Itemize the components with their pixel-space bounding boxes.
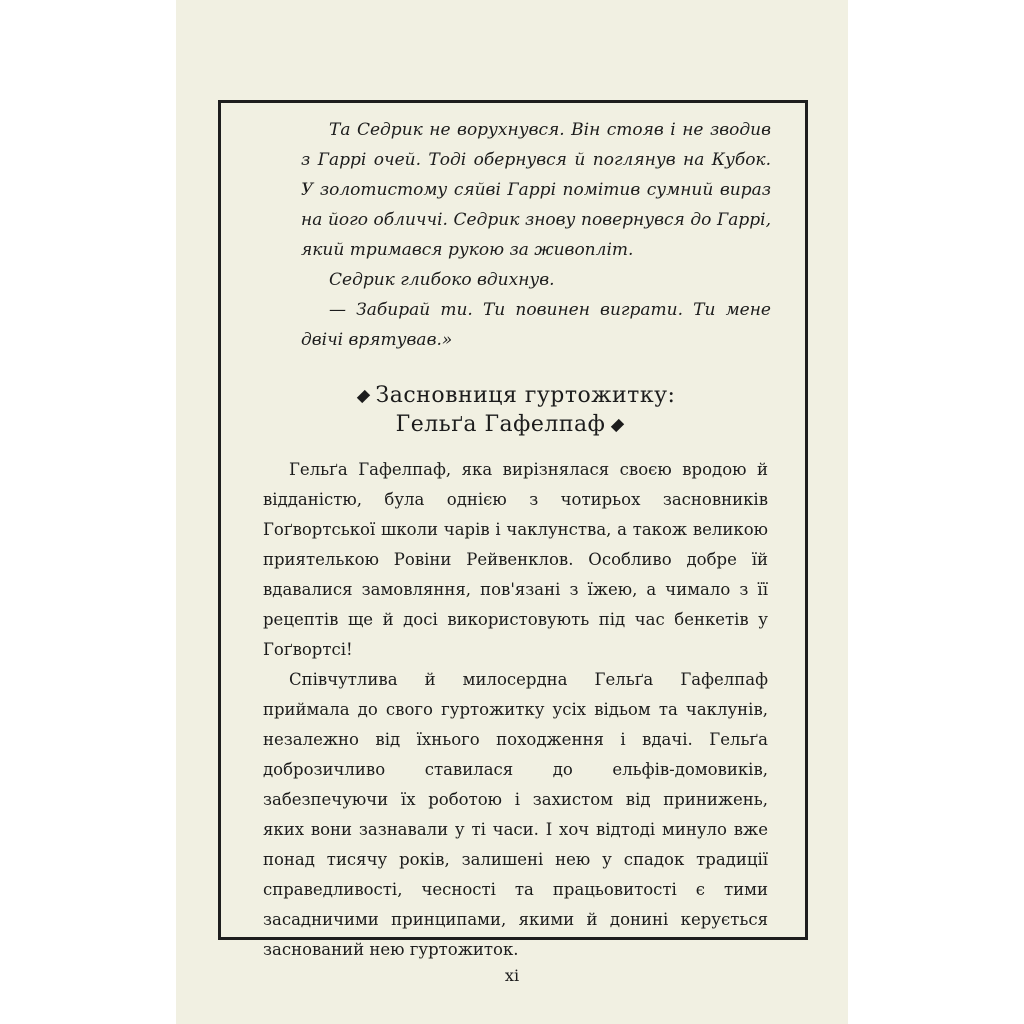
quote-paragraph: Седрик глибоко вдихнув. <box>329 270 555 290</box>
body-text <box>263 455 768 965</box>
section-heading <box>221 381 805 439</box>
heading-line-2 <box>221 410 805 439</box>
heading-line-1 <box>221 381 805 410</box>
page-number: xi <box>504 966 520 985</box>
book-page <box>176 0 848 1024</box>
heading-line-1-text: Засновниця гуртожитку: <box>375 383 676 408</box>
quote-paragraph: — Забирай ти. Ти повинен виграти. Ти мене двічі врятував.» <box>301 300 771 350</box>
diamond-left-icon <box>356 389 369 402</box>
quote-block <box>301 115 771 355</box>
body-paragraph: Гельґа Гафелпаф, яка вирізнялася своєю вродою й відданістю, була однією з чотирьох засновників Гоґвортської школи чарів і чаклунства, а також великою приятелькою Ровіни Рейвенклов. Особливо добре їй вдавалися замовляння, пов'язані з їжею, а чимало з її рецептів ще й досі використовують під час бенкетів у Гоґвортсі! <box>263 460 768 659</box>
diamond-right-icon <box>611 418 624 431</box>
quote-paragraph: Та Седрик не ворухнувся. Він стояв і не зводив з Гаррі очей. Тоді обернувся й поглянув на Кубок. У золотистому сяйві Гаррі помітив сумний вираз на його обличчі. Седрик знову повернувся до Гаррі, який тримався рукою за живопліт. <box>301 120 771 260</box>
heading-line-2-text: Гельґа Гафелпаф <box>395 412 606 437</box>
page-frame <box>218 100 808 959</box>
body-paragraph: Співчутлива й милосердна Гельґа Гафелпаф приймала до свого гуртожитку усіх відьом та чаклунів, незалежно від їхнього походження і вдачі. Гельґа доброзичливо ставилася до ельфів-домовиків, забезпечуючи їх роботою і захистом від принижень, яких вони зазнавали у ті часи. І хоч відтоді минуло вже понад тисячу років, залишені нею у спадок традиції справедливості, чесності та працьовитості є тими засадничими принципами, якими й донині керується заснований нею гуртожиток. <box>263 670 768 959</box>
